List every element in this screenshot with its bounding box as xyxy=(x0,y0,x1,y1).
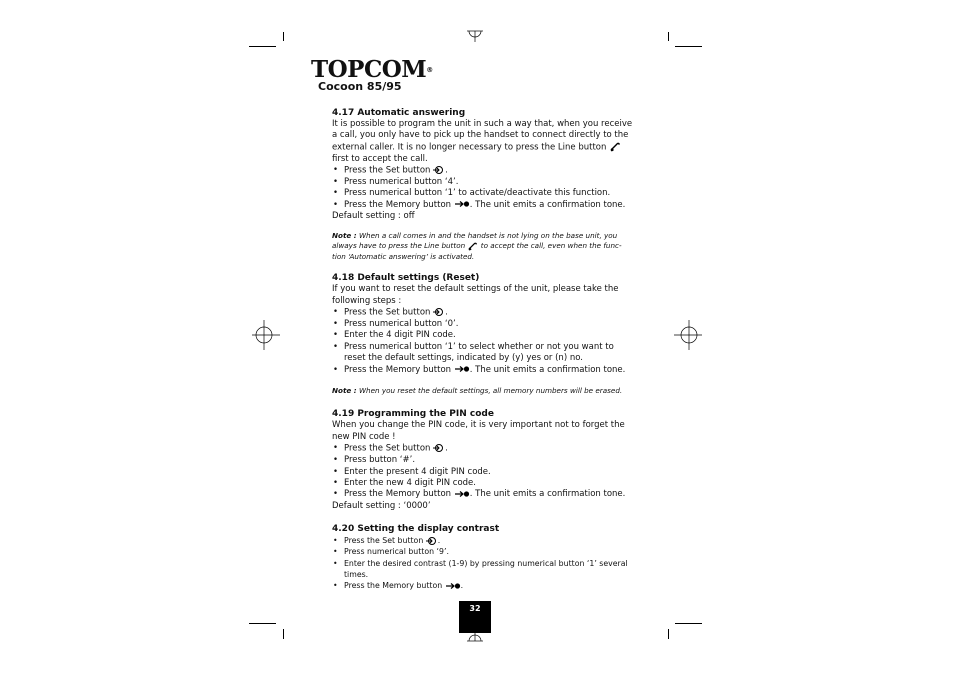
step-text: Press the Memory button xyxy=(344,580,443,590)
section-display-contrast xyxy=(332,523,634,591)
brand-name: TOPCOM xyxy=(311,56,427,83)
list-item xyxy=(332,443,634,455)
note-text: When you reset the default settings, all memory numbers will be erased. xyxy=(358,385,623,395)
memory-button-icon xyxy=(454,365,470,373)
step-text: Enter the desired contrast (1-9) by pressing numerical button ‘1’ several times. xyxy=(344,558,628,579)
memory-button-icon xyxy=(445,580,464,590)
crop-mark xyxy=(675,623,702,624)
list-item xyxy=(332,489,634,500)
step-end: . The unit emits a confirmation tone. xyxy=(469,489,626,500)
crop-mark xyxy=(675,46,702,47)
note xyxy=(332,386,634,397)
list-item xyxy=(332,188,634,199)
section-intro xyxy=(332,119,634,165)
steps-list xyxy=(332,307,634,376)
section-intro: When you change the PIN code, it is very important not to forget the new PIN code ! xyxy=(332,420,625,442)
step-text: Press numerical button ‘0’. xyxy=(344,318,459,329)
list-item xyxy=(332,467,634,478)
list-item xyxy=(332,535,634,546)
section-default-settings xyxy=(332,272,634,396)
list-item xyxy=(332,546,634,557)
note-text-end: to accept the call, even when the func-tion ‘Automatic answering’ is activated. xyxy=(332,241,622,261)
set-button-icon xyxy=(426,536,441,546)
crop-mark xyxy=(283,32,284,41)
line-button-icon xyxy=(467,242,478,251)
note-label: Note : xyxy=(332,230,357,240)
steps-list xyxy=(332,535,634,591)
memory-button-icon xyxy=(454,200,470,208)
list-item xyxy=(332,365,634,376)
memory-button-icon xyxy=(454,490,470,498)
step-end: . xyxy=(445,165,448,176)
step-text: Press the Memory button xyxy=(344,489,452,500)
step-text: Press the Memory button xyxy=(344,364,452,375)
step-text: Press numerical button ‘4’. xyxy=(344,177,459,188)
list-item xyxy=(332,165,634,177)
list-item xyxy=(332,177,634,188)
step-text: Press numerical button ‘1’ to activate/deactivate this function. xyxy=(344,188,611,199)
note-text: When a call comes in and the handset is not lying on the base unit, you always have to press the Line button xyxy=(332,230,618,251)
step-text: Press the Set button xyxy=(344,307,431,318)
steps-list xyxy=(332,165,634,211)
step-text: Press the Set button xyxy=(344,536,424,546)
crop-mark xyxy=(249,46,276,47)
crop-mark xyxy=(668,32,669,41)
step-end: . xyxy=(437,536,441,546)
registration-mark-top xyxy=(466,28,484,42)
step-text: Press the Set button xyxy=(344,443,431,454)
brand-logo xyxy=(311,58,433,82)
step-text: Press numerical button ‘1’ to select whether or not you want to reset the default settings, indicated by (y) yes or (n) no. xyxy=(344,341,614,364)
model-name: Cocoon 85/95 xyxy=(318,80,402,93)
section-automatic-answering xyxy=(332,107,634,262)
step-end: . xyxy=(445,443,448,454)
registration-mark-right xyxy=(672,320,702,350)
set-button-icon xyxy=(433,307,445,317)
section-pin-code xyxy=(332,408,634,512)
default-setting: Default setting : ‘0000’ xyxy=(332,500,431,511)
step-end: . The unit emits a confirmation tone. xyxy=(469,199,626,210)
registered-mark: ® xyxy=(426,66,433,74)
note-label: Note : xyxy=(332,385,357,395)
section-title: 4.17 Automatic answering xyxy=(332,108,466,118)
crop-mark xyxy=(668,629,669,639)
step-text: Enter the present 4 digit PIN code. xyxy=(344,466,491,477)
section-title: 4.18 Default settings (Reset) xyxy=(332,273,480,284)
default-setting: Default setting : off xyxy=(332,211,415,222)
step-text: Enter the 4 digit PIN code. xyxy=(344,330,456,341)
step-text: Enter the new 4 digit PIN code. xyxy=(344,477,476,488)
steps-list xyxy=(332,443,634,501)
section-intro: If you want to reset the default settings of the unit, please take the following steps : xyxy=(332,284,619,306)
step-end: . xyxy=(460,580,464,590)
step-text: Press the Set button xyxy=(344,165,431,176)
page-number: 32 xyxy=(459,601,491,633)
intro-text-end: first to accept the call. xyxy=(332,153,428,164)
set-button-icon xyxy=(433,165,445,175)
manual-content xyxy=(332,107,634,591)
list-item xyxy=(332,342,634,365)
list-item xyxy=(332,307,634,319)
crop-mark xyxy=(283,629,284,639)
section-title: 4.20 Setting the display contrast xyxy=(332,524,500,535)
set-button-icon xyxy=(433,443,445,453)
step-end: . The unit emits a confirmation tone. xyxy=(469,364,626,375)
list-item xyxy=(332,478,634,489)
crop-mark xyxy=(249,623,276,624)
step-text: Press the Memory button xyxy=(344,199,452,210)
list-item xyxy=(332,330,634,341)
intro-text: It is possible to program the unit in such a way that, when you receive a call, you only have to pick up the handset to connect directly to the external caller. It is no longer necessary to press the Line button xyxy=(332,119,633,153)
line-button-icon xyxy=(609,142,621,152)
list-item xyxy=(332,558,634,580)
step-text: Press numerical button ‘9’. xyxy=(344,547,449,557)
list-item xyxy=(332,455,634,466)
list-item xyxy=(332,580,634,591)
section-title: 4.19 Programming the PIN code xyxy=(332,409,494,420)
list-item xyxy=(332,319,634,330)
step-text: Press button ‘#’. xyxy=(344,455,416,466)
registration-mark-left xyxy=(252,320,282,350)
step-end: . xyxy=(445,307,448,318)
list-item xyxy=(332,200,634,211)
note xyxy=(332,231,634,263)
